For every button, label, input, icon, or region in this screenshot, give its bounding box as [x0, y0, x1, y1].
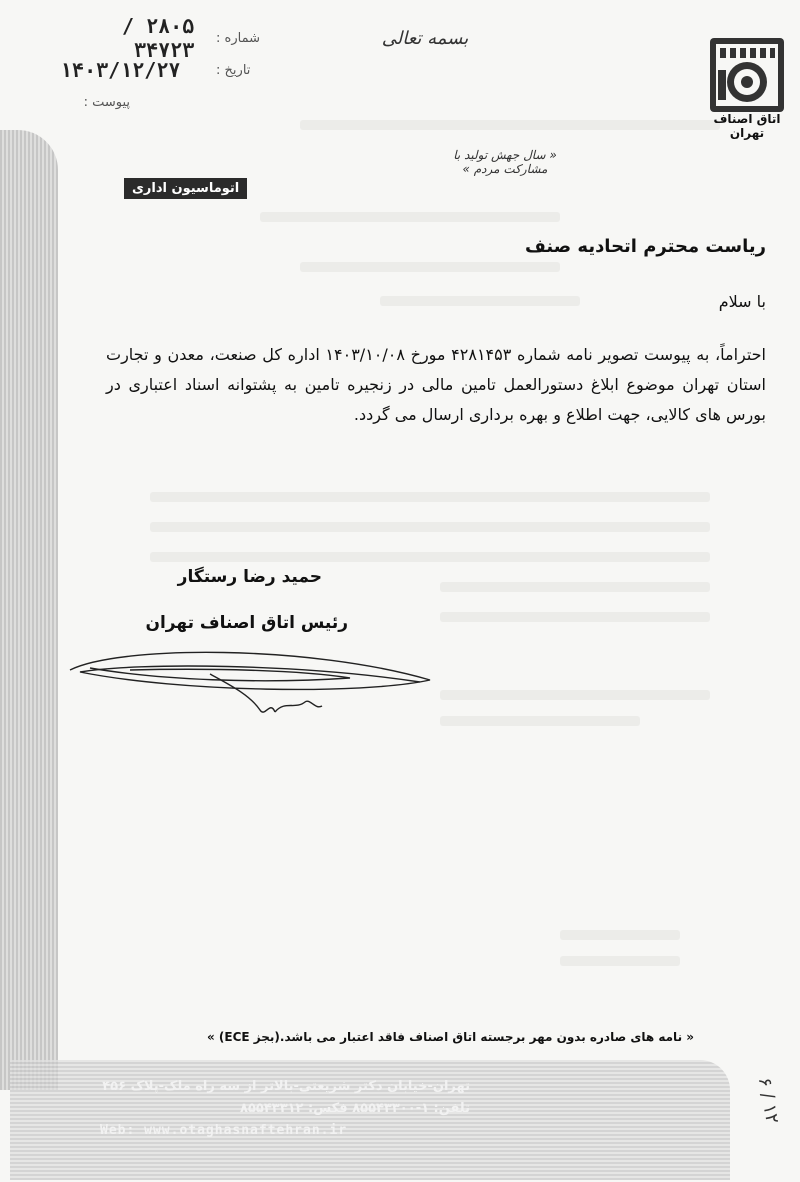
handwritten-note: ۶ / ۱۲ [754, 1075, 784, 1126]
meta-attachment-row [60, 86, 260, 118]
bleed-through-line [440, 716, 640, 726]
bleed-through-line [560, 956, 680, 966]
signer-title: رئیس اتاق اصناف تهران [145, 613, 348, 633]
date-label: تاریخ : [216, 62, 251, 78]
bleed-through-line [440, 612, 710, 622]
bleed-through-line [440, 582, 710, 592]
validity-notice: « نامه های صادره بدون مهر برجسته اتاق اصناف فاقد اعتبار می باشد.(بجز ECE) » [207, 1030, 694, 1044]
recipient: ریاست محترم اتحادیه صنف [524, 236, 766, 257]
bleed-through-line [440, 690, 710, 700]
bleed-through-line [150, 552, 710, 562]
bleed-through-line [300, 262, 560, 272]
gear-logo-icon [704, 30, 790, 120]
logo-caption: اتاق اصناف تهران [713, 112, 781, 140]
attachment-label: پیوست : [83, 94, 130, 110]
handwritten-signature [60, 640, 450, 730]
bleed-through-line [300, 120, 720, 130]
scan-shading-left [0, 130, 58, 1090]
number-label: شماره : [216, 30, 260, 46]
footer-address: تهران-خیابان دکتر شریعتی-بالاتر از سه راه ملک-پلاک ۴۵۶ [102, 1079, 470, 1094]
letterhead-footer [100, 1076, 470, 1142]
bleed-through-line [560, 930, 680, 940]
year-slogan: « سال جهش تولید با مشارکت مردم » [453, 148, 557, 176]
bleed-through-line [380, 296, 580, 306]
letter-number: ۲۸۰۵ / ۳۴۷۲۳ [122, 14, 195, 62]
letter-body: احتراماً، به پیوست تصویر نامه شماره ۴۲۸۱۴۵۳ مورخ ۱۴۰۳/۱۰/۰۸ اداره کل صنعت، معدن و تجارت استان تهران موضوع ابلاغ دستورالعمل تامین مالی در زنجیره تامین به پشتوانه اسناد اعتباری در بورس های کالایی، جهت اطلاع و بهره برداری ارسال می گردد. [106, 345, 767, 424]
automation-badge: اتوماسیون اداری [124, 178, 247, 199]
organization-logo [704, 30, 790, 140]
footer-phones: تلفن: ۱-۸۵۵۴۳۳۰۰ فکس: ۸۵۵۴۳۳۱۲ [240, 1101, 470, 1116]
letter-meta [60, 14, 260, 118]
greeting: با سلام [718, 292, 766, 311]
signer-name: حمید رضا رستگار [177, 567, 322, 587]
footer-website: Web: www.otaghasnaftehran.ir [100, 1123, 348, 1138]
bismillah-heading: بسمه تعالی [381, 28, 469, 49]
meta-number-row [60, 14, 260, 62]
bleed-through-line [150, 522, 710, 532]
meta-date-row [60, 54, 260, 86]
letter-date: ۱۴۰۳/۱۲/۲۷ [60, 58, 181, 82]
bleed-through-line [260, 212, 560, 222]
bleed-through-line [150, 492, 710, 502]
